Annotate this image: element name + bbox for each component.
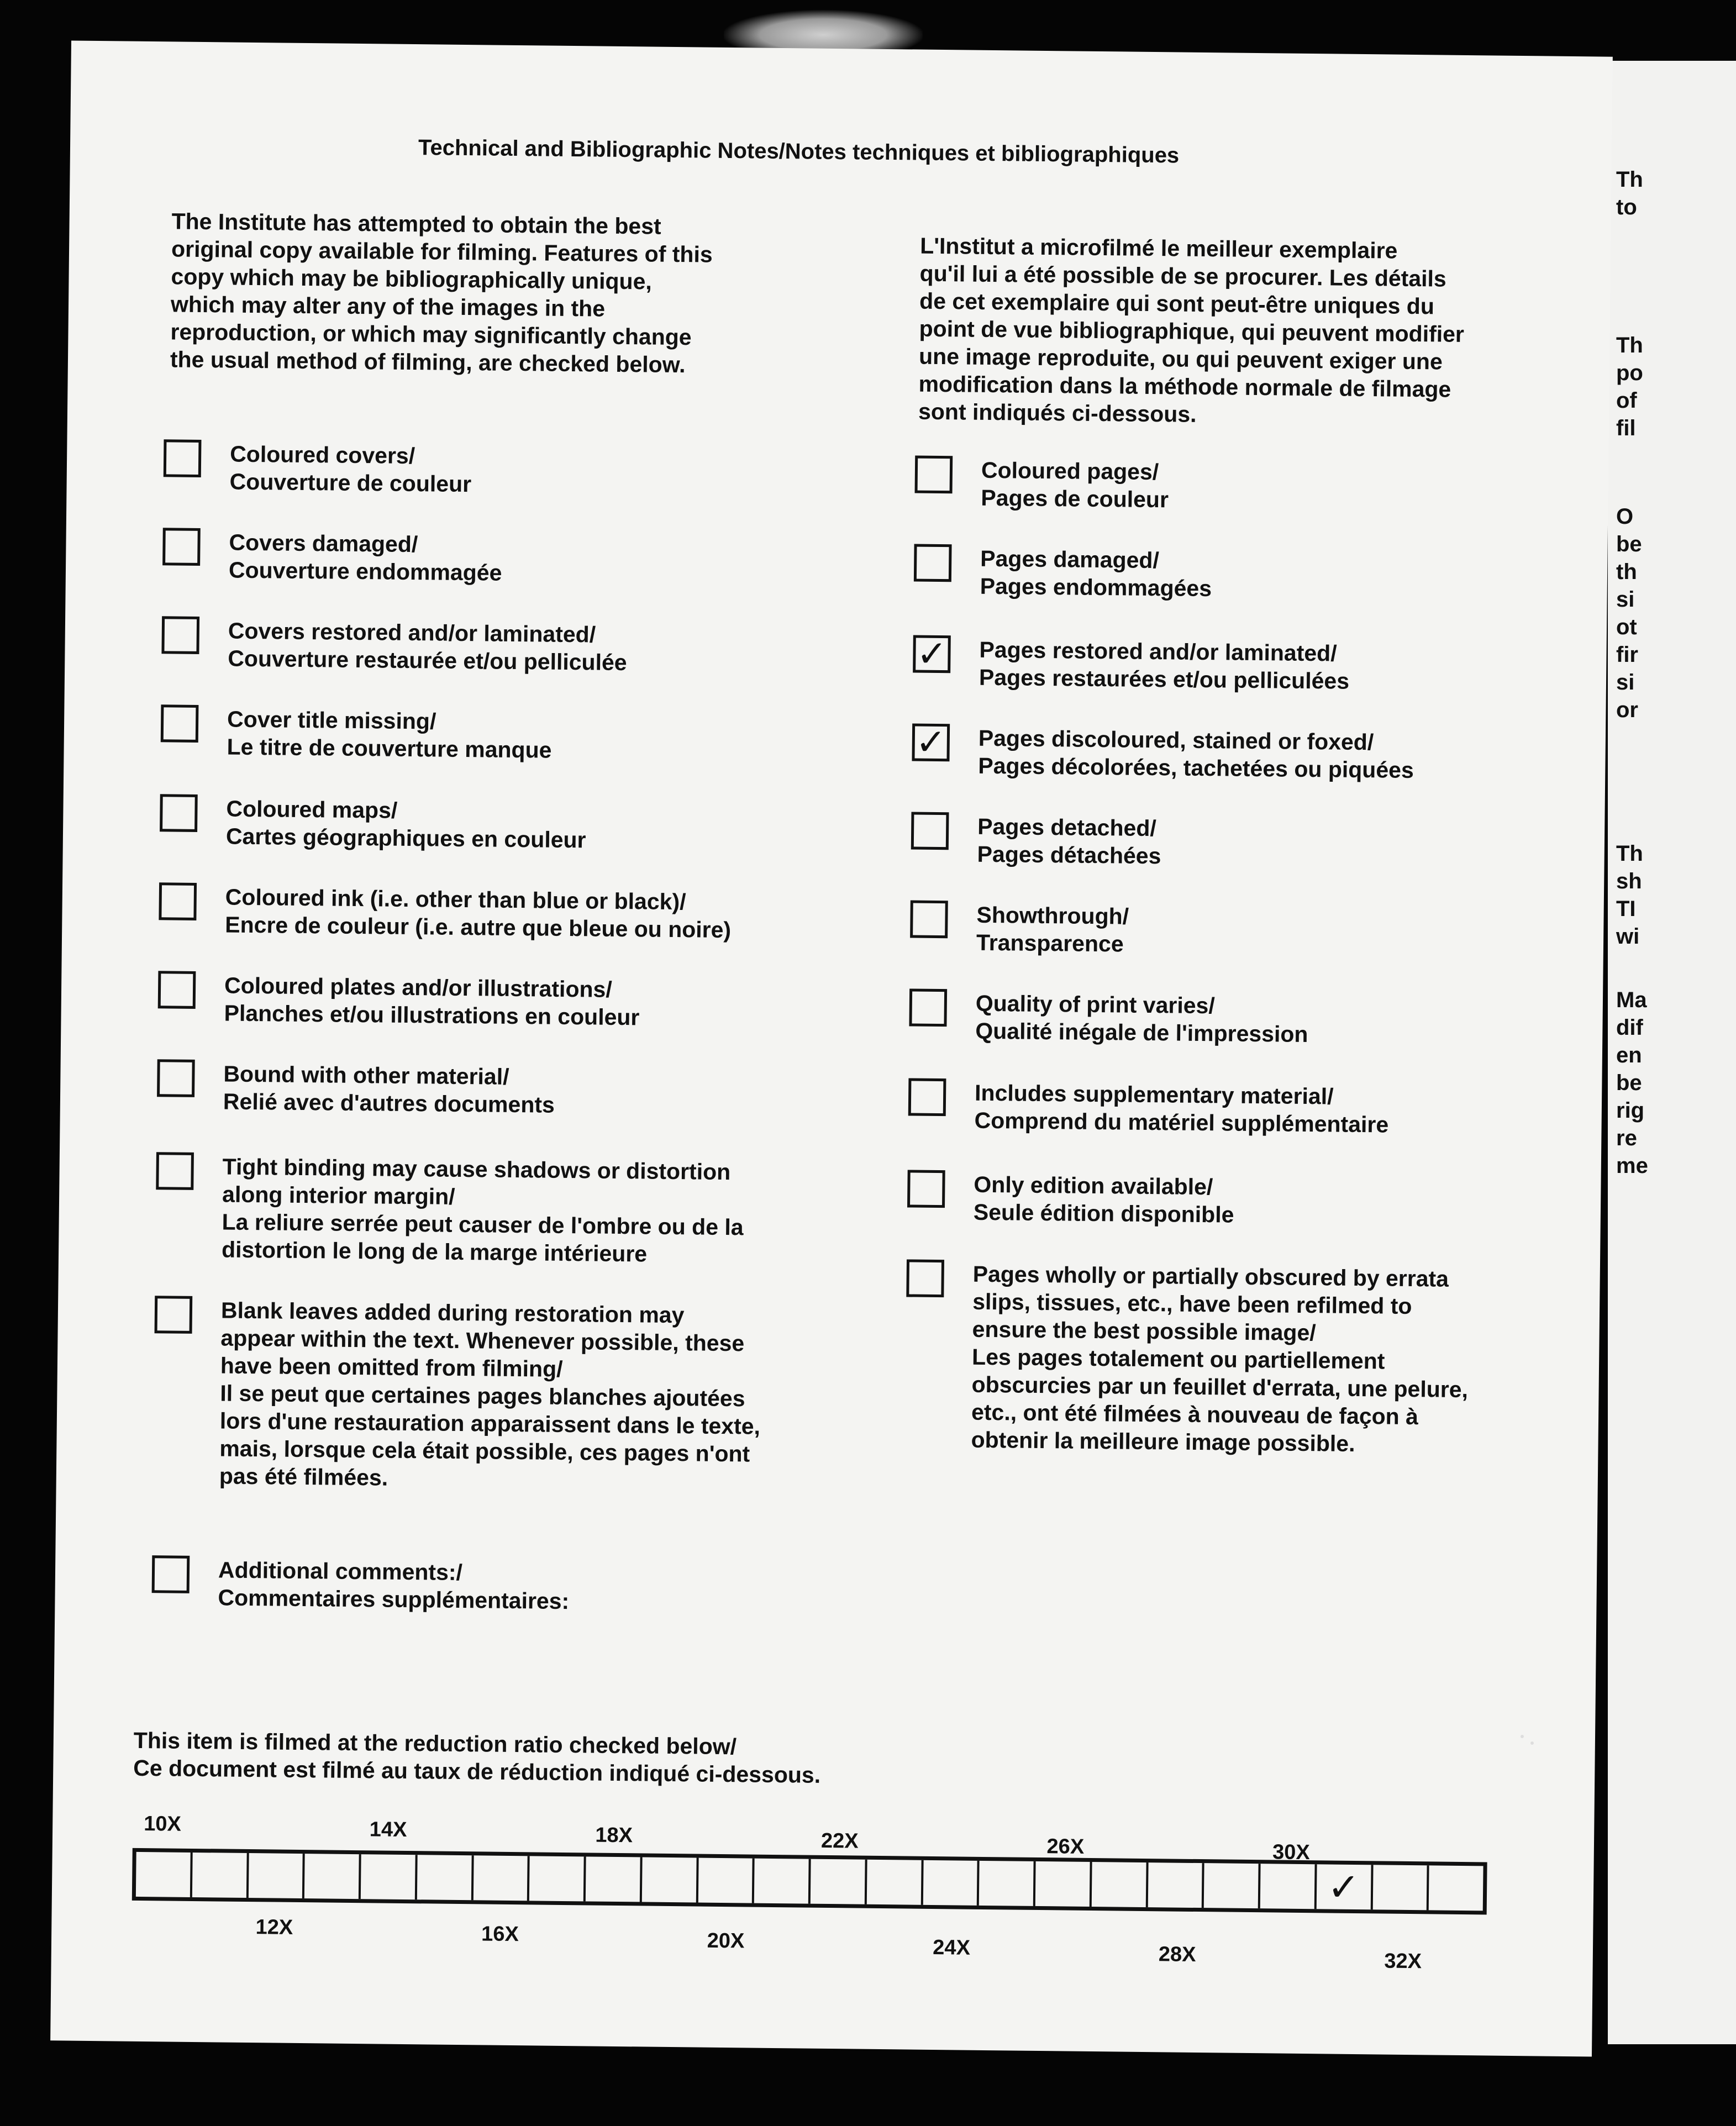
checkbox-label: Coloured ink (i.e. other than blue or black)/ Encre de couleur (i.e. autre que bleue ou noire) <box>225 884 732 943</box>
ratio-cell[interactable] <box>1035 1861 1092 1907</box>
checkbox[interactable] <box>907 1170 945 1208</box>
speck <box>1521 1735 1524 1738</box>
checkbox-label: Coloured pages/ Pages de couleur <box>981 457 1169 513</box>
ratio-cell[interactable] <box>1260 1864 1317 1909</box>
speck <box>1530 1741 1534 1745</box>
checkbox[interactable] <box>915 456 953 494</box>
checkbox[interactable] <box>159 882 197 920</box>
checkbox[interactable] <box>161 616 199 654</box>
right-item <box>914 544 1212 603</box>
scale-label-top: 26X <box>1046 1835 1085 1859</box>
checkbox-label: Includes supplementary material/ Comprend du matériel supplémentaire <box>974 1080 1389 1138</box>
checkbox[interactable] <box>909 988 947 1027</box>
right-item <box>911 812 1161 870</box>
checkbox-label: Covers restored and/or laminated/ Couverture restaurée et/ou pelliculée <box>228 618 627 676</box>
ratio-cell[interactable] <box>867 1860 924 1905</box>
ratio-cell[interactable] <box>698 1858 755 1903</box>
adjacent-page-fragment: O be th si ot fir si or <box>1616 504 1642 722</box>
scale-label-top: 22X <box>820 1829 859 1853</box>
right-item <box>913 632 1350 695</box>
checkbox[interactable] <box>162 528 201 566</box>
scale-label-bottom: 20X <box>707 1929 745 1953</box>
checkbox[interactable] <box>906 1259 944 1297</box>
scale-label-bottom: 32X <box>1384 1949 1422 1974</box>
left-item <box>162 528 502 586</box>
ratio-cell[interactable] <box>811 1859 867 1904</box>
ratio-cell[interactable] <box>192 1853 249 1898</box>
checkbox[interactable] <box>910 900 948 938</box>
checkbox-label: Pages restored and/or laminated/ Pages restaurées et/ou pelliculées <box>979 636 1350 694</box>
ratio-cell[interactable] <box>586 1856 643 1902</box>
checkbox-label: Pages wholly or partially obscured by errata slips, tissues, etc., have been refilmed to ensure the best possible image/ Les pages totalement ou partiellement obscurcies par un feuillet d'errata, une pelure, etc., ont été filmées à nouveau de façon à obtenir la meilleure image possible. <box>971 1261 1469 1456</box>
left-item <box>151 1555 570 1615</box>
notes-page <box>50 40 1613 2056</box>
adjacent-page-fragment: Th sh TI wi <box>1616 841 1643 949</box>
checkbox-label: Cover title missing/ Le titre de couverture manque <box>227 706 552 763</box>
checkbox-label: Quality of print varies/ Qualité inégale de l'impression <box>975 990 1308 1048</box>
ratio-cell[interactable] <box>642 1857 699 1902</box>
scale-label-top: 18X <box>595 1823 633 1848</box>
checkbox[interactable] <box>164 439 202 477</box>
intro-french: L'Institut a microfilmé le meilleur exemplaire qu'il lui a été possible de se procurer. Les détails de cet exemplaire qui sont peut-être uniques du point de vue bibliographique, qui peuvent modifier une image reproduite, ou qui peuvent exiger une modification dans la méthode normale de filmage sont indiqués ci-dessous. <box>918 233 1465 427</box>
checkbox[interactable] <box>160 794 198 832</box>
adjacent-page-fragment: Th po of fil <box>1616 333 1643 440</box>
scale-label-bottom: 16X <box>481 1922 519 1946</box>
ratio-cell[interactable] <box>923 1860 980 1906</box>
scale-label-top: 14X <box>369 1818 407 1842</box>
checkbox-label: Coloured plates and/or illustrations/ Planches et/ou illustrations en couleur <box>224 972 640 1030</box>
ratio-cell[interactable] <box>1429 1865 1484 1911</box>
left-item <box>160 794 587 854</box>
right-item <box>907 1170 1235 1228</box>
left-item <box>160 704 552 764</box>
right-item <box>908 1078 1389 1138</box>
ratio-cell[interactable] <box>1148 1862 1204 1908</box>
ratio-cell[interactable] <box>417 1855 474 1900</box>
left-item <box>155 1152 744 1269</box>
right-item <box>912 720 1414 784</box>
left-item <box>159 882 732 944</box>
ratio-cell[interactable] <box>304 1854 361 1899</box>
left-item <box>153 1296 762 1495</box>
checkbox[interactable]: ✓ <box>913 635 951 673</box>
right-item <box>910 900 1129 957</box>
scale-label-bottom: 28X <box>1158 1943 1196 1966</box>
left-item <box>163 439 471 498</box>
checkbox[interactable] <box>157 1059 195 1097</box>
right-item <box>914 456 1169 514</box>
adjacent-page-fragment: Ma dif en be rig re me <box>1616 988 1648 1178</box>
right-item <box>909 988 1308 1048</box>
checkbox-label: Showthrough/ Transparence <box>976 902 1129 957</box>
checkbox[interactable] <box>156 1152 194 1190</box>
checkbox-label: Bound with other material/ Relié avec d'autres documents <box>223 1061 555 1118</box>
checkbox-label: Only edition available/ Seule édition disponible <box>973 1171 1234 1228</box>
page-title: Technical and Bibliographic Notes/Notes techniques et bibliographiques <box>418 135 1180 168</box>
ratio-cell[interactable] <box>754 1859 811 1904</box>
checkbox-label: Covers damaged/ Couverture endommagée <box>228 529 502 586</box>
adjacent-page-fragment: Th to <box>1616 167 1643 219</box>
checkbox-label: Pages detached/ Pages détachées <box>977 813 1161 869</box>
ratio-cell[interactable] <box>979 1861 1036 1906</box>
left-item <box>157 1059 555 1119</box>
checkbox-label: Blank leaves added during restoration may appear within the text. Whenever possible, these have been omitted from filming/ Il se peut que certaines pages blanches ajoutées lors d'une restauration apparaissent dans le texte, mais, lorsque cela était possible, ces pages n'ont pas été filmées. <box>219 1297 761 1491</box>
checkbox[interactable] <box>155 1296 193 1334</box>
ratio-cell[interactable] <box>1204 1863 1261 1908</box>
reduction-ratio-note: This item is filmed at the reduction ratio checked below/ Ce document est filmé au taux de réduction indiqué ci-dessous. <box>133 1727 821 1788</box>
ratio-cell[interactable] <box>361 1854 418 1899</box>
checkbox[interactable] <box>908 1078 946 1116</box>
checkbox[interactable] <box>158 971 196 1009</box>
checkbox-label: Coloured covers/ Couverture de couleur <box>229 441 472 497</box>
right-item <box>904 1259 1469 1459</box>
checkbox-label: Pages discoloured, stained or foxed/ Pages décolorées, tachetées ou piquées <box>978 725 1414 783</box>
ratio-cell[interactable] <box>1092 1862 1149 1907</box>
scale-label-top: 10X <box>144 1812 182 1836</box>
checkbox-label: Additional comments:/ Commentaires supplémentaires: <box>218 1557 570 1614</box>
checkbox-label: Tight binding may cause shadows or distortion along interior margin/ La reliure serrée peut causer de l'ombre ou de la distortion le long de la marge intérieure <box>221 1154 744 1267</box>
checkbox[interactable] <box>152 1555 190 1593</box>
ratio-cell[interactable] <box>136 1852 193 1897</box>
checkbox[interactable] <box>911 812 949 850</box>
scale-label-bottom: 12X <box>255 1915 293 1939</box>
checkbox[interactable]: ✓ <box>912 723 950 761</box>
ratio-cell[interactable]: ✓ <box>1316 1864 1373 1909</box>
intro-english: The Institute has attempted to obtain the best original copy available for filming. Features of this copy which may be bibliographically unique, which may alter any of the images in the reproduction, or which may significantly change the usual method of filming, are checked below. <box>170 208 713 378</box>
checkbox[interactable] <box>161 704 199 743</box>
ratio-cell[interactable] <box>473 1855 530 1901</box>
left-item <box>161 616 627 676</box>
ratio-cell[interactable] <box>529 1856 586 1901</box>
checkbox[interactable] <box>914 544 952 582</box>
checkbox-label: Coloured maps/ Cartes géographiques en couleur <box>225 796 586 853</box>
scale-label-bottom: 24X <box>933 1936 971 1960</box>
ratio-cell[interactable] <box>248 1853 305 1898</box>
ratio-cell[interactable] <box>1372 1865 1429 1910</box>
left-item <box>157 971 640 1031</box>
checkbox-label: Pages damaged/ Pages endommagées <box>980 545 1212 602</box>
scale-label-top: 30X <box>1272 1840 1310 1865</box>
